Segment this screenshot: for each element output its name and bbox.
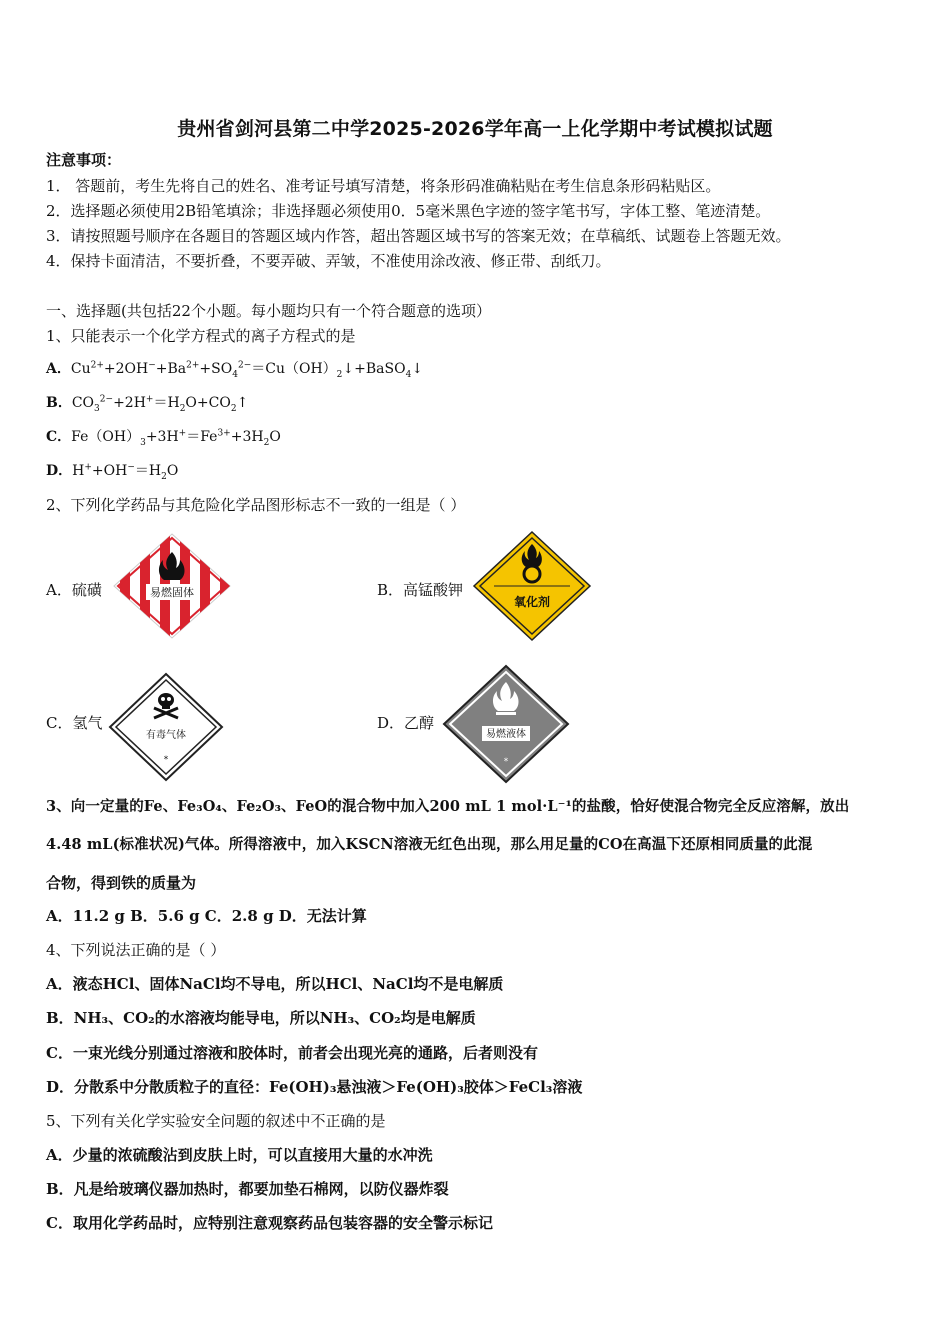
q1-option-b: B．$CO_3^{2-}+2H^+=H_2O+CO_2↑$ bbox=[46, 394, 249, 414]
q1-option-c: C．$Fe(OH)_3+3H^+=Fe^{3+}+3H_2O$ bbox=[46, 428, 281, 448]
q5-option-c: C．取用化学药品时，应特别注意观察药品包装容器的安全警示标记 bbox=[46, 1214, 493, 1232]
q1-option-d: D．$H^++OH^-=H_2O$ bbox=[46, 462, 179, 482]
notice-item-3: 3．请按照题号顺序在各题目的答题区域内作答，超出答题区域书写的答案无效；在草稿纸、试题卷上答题无效。 bbox=[46, 227, 791, 245]
q1-stem: 1、只能表示一个化学方程式的离子方程式的是 bbox=[46, 327, 356, 345]
q1-option-a: A．$Cu^{2+}+2OH^-+Ba^{2+}+SO_4^{2-}=Cu(OH)_2↓+BaSO_4↓$ bbox=[46, 360, 424, 380]
q2-stem: 2、下列化学药品与其危险化学品图形标志不一致的一组是（ ） bbox=[46, 496, 466, 514]
q4-option-d: D．分散系中分散质粒子的直径：Fe(OH)₃悬浊液＞Fe(OH)₃胶体＞FeCl₃溶液 bbox=[46, 1078, 583, 1096]
q3-line-1: 3、向一定量的Fe、Fe₃O₄、Fe₂O₃、FeO的混合物中加入200 mL 1 mol·L⁻¹的盐酸，恰好使混合物完全反应溶解，放出 bbox=[46, 798, 850, 815]
q4-option-c: C．一束光线分别通过溶液和胶体时，前者会出现光亮的通路，后者则没有 bbox=[46, 1044, 538, 1062]
page-title: 贵州省剑河县第二中学2025-2026学年高一上化学期中考试模拟试题 bbox=[177, 118, 773, 140]
sign-text-c: 有毒气体 bbox=[146, 730, 186, 741]
flammable-liquid-sign bbox=[442, 664, 570, 784]
q5-option-a: A．少量的浓硫酸沾到皮肤上时，可以直接用大量的水冲洗 bbox=[46, 1146, 433, 1164]
q5-option-b: B．凡是给玻璃仪器加热时，都要加垫石棉网，以防仪器炸裂 bbox=[46, 1180, 449, 1198]
q2-option-c-label: C．氢气 bbox=[46, 714, 103, 732]
notice-item-2: 2．选择题必须使用2B铅笔填涂；非选择题必须使用0．5毫米黑色字迹的签字笔书写，字体工整、笔迹清楚。 bbox=[46, 202, 771, 220]
sign-text-a: 易燃固体 bbox=[150, 586, 194, 599]
q5-stem: 5、下列有关化学实验安全问题的叙述中不正确的是 bbox=[46, 1112, 386, 1130]
notice-item-4: 4．保持卡面清洁，不要折叠，不要弄破、弄皱，不准使用涂改液、修正带、刮纸刀。 bbox=[46, 252, 611, 270]
sign-text-d: 易燃液体 bbox=[486, 729, 526, 740]
sign-text-b: 氧化剂 bbox=[513, 595, 551, 609]
q2-option-d-label: D．乙醇 bbox=[377, 714, 435, 732]
q3-line-3: 合物，得到铁的质量为 bbox=[46, 874, 197, 892]
toxic-gas-sign bbox=[108, 672, 224, 782]
oxidizer-sign bbox=[472, 530, 592, 642]
notice-item-1: 1． 答题前，考生先将自己的姓名、准考证号填写清楚，将条形码准确粘贴在考生信息条形码粘贴区。 bbox=[46, 177, 721, 195]
sign-mark-c: * bbox=[163, 755, 169, 765]
section-heading: 一、选择题(共包括22个小题。每小题均只有一个符合题意的选项） bbox=[46, 302, 491, 320]
q4-stem: 4、下列说法正确的是（ ） bbox=[46, 941, 226, 959]
q3-options: A．11.2 g B．5.6 g C．2.8 g D．无法计算 bbox=[46, 907, 367, 925]
q2-option-b-label: B．高锰酸钾 bbox=[377, 581, 464, 599]
notice-heading: 注意事项： bbox=[46, 151, 122, 169]
q4-option-a: A．液态HCl、固体NaCl均不导电，所以HCl、NaCl均不是电解质 bbox=[46, 975, 504, 993]
q4-option-b: B．NH₃、CO₂的水溶液均能导电，所以NH₃、CO₂均是电解质 bbox=[46, 1009, 476, 1027]
flammable-solid-sign bbox=[110, 530, 234, 642]
sign-mark-d: * bbox=[503, 757, 509, 767]
q3-line-2: 4.48 mL(标准状况)气体。所得溶液中，加入KSCN溶液无红色出现，那么用足量的CO在高温下还原相同质量的此混 bbox=[46, 836, 813, 853]
q2-option-a-label: A．硫磺 bbox=[46, 581, 102, 599]
